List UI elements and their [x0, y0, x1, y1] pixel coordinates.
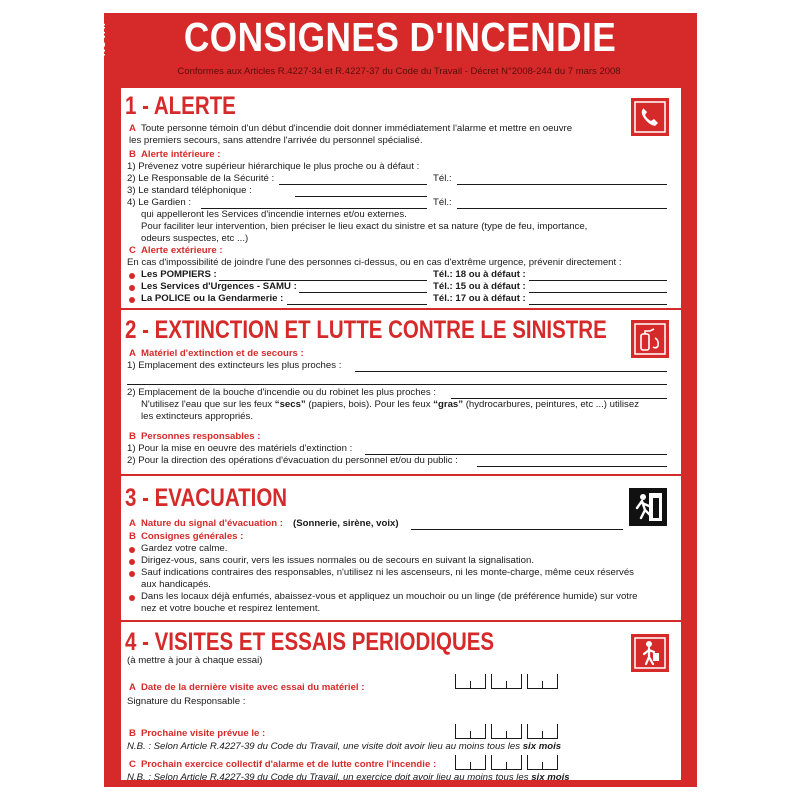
s2-b2: 2) Pour la direction des opérations d'évacuation du personnel et/ou du public : — [127, 455, 458, 466]
s4-a-title: Date de la dernière visite avec essai du matériel : — [141, 682, 365, 693]
content-panel — [121, 88, 681, 783]
phone-icon — [631, 98, 669, 136]
samu-tel-field[interactable] — [529, 292, 667, 293]
section-title-alerte: 1 - ALERTE — [125, 92, 236, 120]
extincteurs-field-2[interactable] — [127, 384, 667, 385]
pompiers-tel-field[interactable] — [529, 280, 667, 281]
s1-a-line2: les premiers secours, sans attendre l'arrivée du personnel spécialisé. — [129, 135, 423, 146]
standard-field[interactable] — [295, 196, 427, 197]
s2-b1: 1) Pour la mise en oeuvre des matériels d'extinction : — [127, 443, 353, 454]
s4-b-note: N.B. : Selon Article R.4227-39 du Code du Travail, une visite doit avoir lieu au moins tous les six mois — [127, 741, 562, 752]
s1-b-letter: B — [129, 149, 136, 160]
section-title-evacuation: 3 - EVACUATION — [125, 484, 288, 512]
bullet — [129, 273, 135, 279]
s1-c2: Les Services d'Urgences - SAMU : — [141, 281, 297, 292]
section-title-visites: 4 - VISITES ET ESSAIS PERIODIQUES — [125, 628, 495, 656]
s4-a-sign: Signature du Responsable : — [127, 696, 246, 707]
s3-item: Dirigez-vous, sans courir, vers les issues normales ou de secours en suivant la signalisation. — [141, 555, 534, 566]
emergency-exit-icon — [629, 488, 667, 526]
date-box-year[interactable] — [527, 755, 558, 770]
s2-b-title: Personnes responsables : — [141, 431, 261, 442]
samu-field[interactable] — [299, 292, 427, 293]
s2-a2: 2) Emplacement de la bouche d'incendie ou du robinet les plus proches : — [127, 387, 437, 398]
brand-label: NOVAP — [97, 18, 109, 57]
gardien-tel-field[interactable] — [457, 208, 667, 209]
brand-logo — [97, 8, 119, 68]
date-box-month[interactable] — [491, 674, 522, 689]
s1-c3: La POLICE ou la Gendarmerie : — [141, 293, 284, 304]
s1-c2-tel: Tél.: 15 ou à défaut : — [433, 281, 526, 292]
date-box-day[interactable] — [455, 755, 486, 770]
direction-evacuation-field[interactable] — [477, 466, 667, 467]
s1-b3: 3) Le standard téléphonique : — [127, 185, 252, 196]
s1-c1-tel: Tél.: 18 ou à défaut : — [433, 269, 526, 280]
bullet — [129, 559, 135, 565]
date-box-day[interactable] — [455, 674, 486, 689]
s1-b-after3: odeurs suspectes, etc ...) — [141, 233, 249, 244]
s1-a-letter: A — [129, 123, 136, 134]
section-title-extinction: 2 - EXTINCTION ET LUTTE CONTRE LE SINISTRE — [125, 316, 607, 344]
fire-extinguisher-icon — [631, 320, 669, 358]
page-subtitle: Conformes aux Articles R.4227-34 et R.4227-37 du Code du Travail - Décret N°2008-244 du 7 mars 2008 — [177, 66, 621, 77]
s3-a-title: Nature du signal d'évacuation : — [141, 518, 283, 529]
s2-a3: N'utilisez l'eau que sur les feux “secs” (papiers, bois). Pour les feux “gras” (hydrocarbures, peintures, etc ...) utilisez — [141, 399, 639, 410]
s2-a4: les extincteurs appropriés. — [141, 411, 253, 422]
s1-b1: 1) Prévenez votre supérieur hiérarchique le plus proche ou à défaut : — [127, 161, 420, 172]
s3-item-cont: nez et votre bouche et respirez lentement. — [141, 603, 321, 614]
bullet — [129, 595, 135, 601]
responsable-securite-tel-field[interactable] — [457, 184, 667, 185]
bullet — [129, 297, 135, 303]
s3-item-cont: aux handicapés. — [141, 579, 211, 590]
s1-b2: 2) Le Responsable de la Sécurité : — [127, 173, 275, 184]
police-field[interactable] — [287, 304, 427, 305]
s4-b-letter: B — [129, 728, 136, 739]
date-box-day[interactable] — [455, 724, 486, 739]
s1-c-title: Alerte extérieure : — [141, 245, 223, 256]
s1-c3-tel: Tél.: 17 ou à défaut : — [433, 293, 526, 304]
date-box-year[interactable] — [527, 674, 558, 689]
page-title: CONSIGNES D'INCENDIE — [183, 14, 617, 60]
bullet — [129, 547, 135, 553]
date-box-year[interactable] — [527, 724, 558, 739]
s2-a-letter: A — [129, 348, 136, 359]
s3-item: Gardez votre calme. — [141, 543, 228, 554]
police-tel-field[interactable] — [529, 304, 667, 305]
s4-c-letter: C — [129, 759, 136, 770]
s1-b-after1: qui appelleront les Services d'incendie internes et/ou externes. — [141, 209, 407, 220]
s3-b-title: Consignes générales : — [141, 531, 244, 542]
bullet — [129, 285, 135, 291]
s1-b-title: Alerte intérieure : — [141, 149, 221, 160]
extincteurs-field[interactable] — [355, 371, 667, 372]
s4-c-title: Prochain exercice collectif d'alarme et de lutte contre l'incendie : — [141, 759, 437, 770]
s3-item: Sauf indications contraires des responsables, n'utilisez ni les ascenseurs, ni les monte-charge, même ceux réservés — [141, 567, 634, 578]
date-box-month[interactable] — [491, 724, 522, 739]
s1-c-letter: C — [129, 245, 136, 256]
s3-a-value: (Sonnerie, sirène, voix) — [293, 518, 399, 529]
section-divider — [121, 620, 681, 622]
s1-c1: Les POMPIERS : — [141, 269, 217, 280]
s2-a-title: Matériel d'extinction et de secours : — [141, 348, 304, 359]
s4-c-note: N.B. : Selon Article R.4227-39 du Code du Travail, un exercice doit avoir lieu au moins tous les six mois — [127, 772, 570, 783]
s1-b2-tel: Tél.: — [433, 173, 452, 184]
section-divider — [121, 308, 681, 310]
s3-a-letter: A — [129, 518, 136, 529]
s1-b4: 4) Le Gardien : — [127, 197, 191, 208]
s1-a-line1: Toute personne témoin d'un début d'incendie doit donner immédiatement l'alarme et mettre en oeuvre — [141, 123, 573, 134]
signal-evacuation-field[interactable] — [411, 529, 623, 530]
date-box-month[interactable] — [491, 755, 522, 770]
s4-subtitle: (à mettre à jour à chaque essai) — [127, 655, 263, 666]
inspection-person-icon — [631, 634, 669, 672]
s3-b-letter: B — [129, 531, 136, 542]
bullet — [129, 571, 135, 577]
s4-b-title: Prochaine visite prévue le : — [141, 728, 266, 739]
s2-a1: 1) Emplacement des extincteurs les plus proches : — [127, 360, 342, 371]
s1-b4-tel: Tél.: — [433, 197, 452, 208]
s1-b-after2: Pour faciliter leur intervention, bien préciser le lieu exact du sinistre et sa nature (type de feu, importance, — [141, 221, 588, 232]
s2-b-letter: B — [129, 431, 136, 442]
s3-item: Dans les locaux déjà enfumés, abaissez-vous et appliquez un mouchoir ou un linge (de préférence humide) sur votre — [141, 591, 638, 602]
section-divider — [121, 474, 681, 476]
s1-c-line: En cas d'impossibilité de joindre l'une des personnes ci-dessus, ou en cas d'extrême urgence, prévenir directement : — [127, 257, 622, 268]
s4-a-letter: A — [129, 682, 136, 693]
responsable-securite-field[interactable] — [279, 184, 427, 185]
